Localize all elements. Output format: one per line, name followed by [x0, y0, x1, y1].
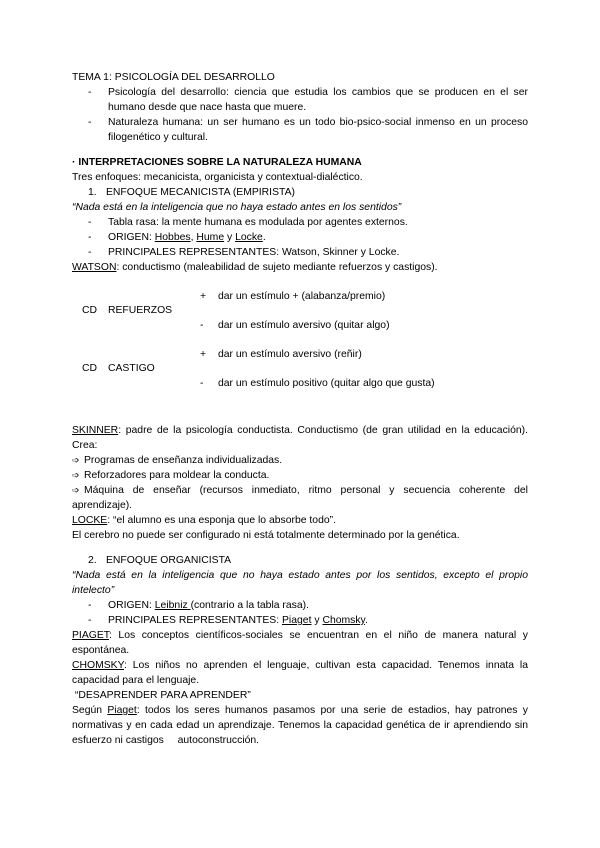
- enfoque1-title: ENFOQUE MECANICISTA (EMPIRISTA): [106, 187, 295, 198]
- skinner-text: : padre de la psicología conductista. Conductismo (de gran utilidad en la educación). Crea:: [72, 425, 528, 451]
- chomsky-name: CHOMSKY: [72, 660, 124, 671]
- cd-sub-label: REFUERZOS: [108, 305, 173, 316]
- creation-item: [72, 468, 528, 483]
- segun-text: : todos los seres humanos pasamos por una serie de estadios, hay patrones y normativas y en cada edad un aprendizaje. Tenemos la capacidad genética de ir aprendiendo sin esfuerzo ni castigos: [72, 705, 528, 746]
- chomsky-paragraph: [72, 658, 528, 688]
- cd-label: CD: [82, 305, 98, 316]
- enfoque1-number: 1.: [88, 187, 97, 198]
- enfoque2-title: ENFOQUE ORGANICISTA: [106, 555, 232, 566]
- enfoque1-quote: “Nada está en la inteligencia que no haya estado antes en los sentidos”: [72, 202, 402, 213]
- creation-item: [72, 453, 528, 468]
- dash-bullet: -: [88, 600, 92, 611]
- arrow-icon: ➩: [72, 455, 80, 465]
- cd-refuerzos: [72, 281, 528, 337]
- piaget-text: : Los conceptos científicos-sociales se encuentran en el niño de manera natural y espontánea.: [72, 630, 528, 656]
- piaget-paragraph: [72, 628, 528, 658]
- cd-sub-label: CASTIGO: [108, 363, 155, 374]
- arrow-icon: ➩: [72, 470, 80, 480]
- skinner-name: SKINNER: [72, 425, 119, 436]
- and-text: y: [311, 615, 323, 626]
- skinner-paragraph: [72, 423, 528, 453]
- dash-bullet: -: [88, 217, 92, 228]
- intro-item: [72, 85, 528, 115]
- creation-text: Reforzadores para moldear la conducta.: [84, 470, 270, 481]
- section-heading-text: INTERPRETACIONES SOBRE LA NATURALEZA HUMANA: [78, 157, 362, 168]
- enfoque2-item: [72, 613, 528, 628]
- representantes-text: PRINCIPALES REPRESENTANTES: Watson, Skinner y Locke.: [108, 247, 400, 258]
- period: .: [262, 232, 266, 243]
- intro-text: Psicología del desarrollo: ciencia que estudia los cambios que se producen en el ser humano desde que nace hasta que muere.: [108, 87, 528, 113]
- creation-item: [72, 483, 528, 513]
- dash-bullet: -: [88, 87, 92, 98]
- enfoque2-heading: [72, 553, 528, 568]
- leibniz-name: Leibniz: [154, 600, 191, 611]
- section-bullet: ·: [72, 157, 76, 168]
- plus-sign: +: [200, 349, 207, 360]
- creation-text: Máquina de enseñar (recursos inmediato, ritmo personal y secuencia coherente del aprendizaje).: [72, 485, 528, 511]
- and-text: y: [224, 232, 236, 243]
- piaget-name: Piaget: [107, 705, 137, 716]
- segun-piaget-paragraph: [72, 703, 528, 748]
- cerebro-paragraph: El cerebro no puede ser configurado ni está totalmente determinado por la genética.: [72, 530, 460, 541]
- enfoque2-quote: “Nada está en la inteligencia que no haya estado antes por los sentidos, excepto el propio intelecto”: [72, 570, 528, 596]
- chomsky-text: : Los niños no aprenden el lenguaje, cultivan esta capacidad. Tenemos innata la capacidad para el lenguaje.: [72, 660, 528, 686]
- section-subtitle: Tres enfoques: mecanicista, organicista y contextual-dialéctico.: [72, 172, 363, 183]
- dash-bullet: -: [88, 615, 92, 626]
- piaget-name: PIAGET: [72, 630, 109, 641]
- cd-minus-text: dar un estímulo aversivo (quitar algo): [218, 320, 390, 331]
- enfoque1-item: [72, 215, 528, 230]
- dash-bullet: -: [88, 117, 92, 128]
- dash-bullet: -: [88, 232, 92, 243]
- document-page: [72, 70, 528, 748]
- minus-sign: -: [200, 320, 204, 331]
- autoconstruccion-text: autoconstrucción.: [177, 735, 260, 746]
- locke-name: Locke: [235, 232, 263, 243]
- enfoque2-item: [72, 598, 528, 613]
- arrow-icon: ➩: [72, 485, 80, 495]
- section-heading: [72, 155, 528, 170]
- watson-text: : conductismo (maleabilidad de sujeto mediante refuerzos y castigos).: [116, 262, 438, 273]
- dash-bullet: -: [88, 247, 92, 258]
- representantes-label: PRINCIPALES REPRESENTANTES:: [108, 615, 282, 626]
- desaprender-line: “DESAPRENDER PARA APRENDER”: [72, 690, 251, 701]
- cd-minus-text: dar un estímulo positivo (quitar algo que gusta): [218, 378, 435, 389]
- cd-castigo: [72, 337, 528, 393]
- hume-name: Hume: [196, 232, 225, 243]
- origen-label: ORIGEN:: [108, 232, 155, 243]
- intro-item: [72, 115, 528, 145]
- enfoque1-item: [72, 245, 528, 260]
- locke-paragraph: [72, 513, 528, 528]
- cd-plus-text: dar un estímulo + (alabanza/premio): [218, 291, 386, 302]
- enfoque2-number: 2.: [88, 555, 97, 566]
- creation-text: Programas de enseñanza individualizadas.: [84, 455, 283, 466]
- cd-label: CD: [82, 363, 98, 374]
- tabla-rasa-text: Tabla rasa: la mente humana es modulada por agentes externos.: [108, 217, 408, 228]
- minus-sign: -: [200, 378, 204, 389]
- hobbes-name: Hobbes: [154, 232, 191, 243]
- locke-text: : “el alumno es una esponja que lo absorbe todo”.: [107, 515, 336, 526]
- watson-name: WATSON: [72, 262, 117, 273]
- comma: ,: [190, 232, 197, 243]
- enfoque1-item: [72, 230, 528, 245]
- segun-prefix: Según: [72, 705, 108, 716]
- origen-suffix: (contrario a la tabla rasa).: [190, 600, 309, 611]
- origen-label: ORIGEN:: [108, 600, 155, 611]
- watson-paragraph: [72, 260, 528, 275]
- intro-text: Naturaleza humana: un ser humano es un todo bio-psico-social inmenso en un proceso filogenético y cultural.: [108, 117, 528, 143]
- chomsky-name: Chomsky: [322, 615, 365, 626]
- cd-plus-text: dar un estímulo aversivo (reñir): [218, 349, 362, 360]
- locke-name: LOCKE: [72, 515, 108, 526]
- document-title: TEMA 1: PSICOLOGÍA DEL DESARROLLO: [72, 72, 275, 83]
- piaget-name: Piaget: [282, 615, 312, 626]
- enfoque1-heading: [72, 185, 528, 200]
- plus-sign: +: [200, 291, 207, 302]
- period: .: [364, 615, 368, 626]
